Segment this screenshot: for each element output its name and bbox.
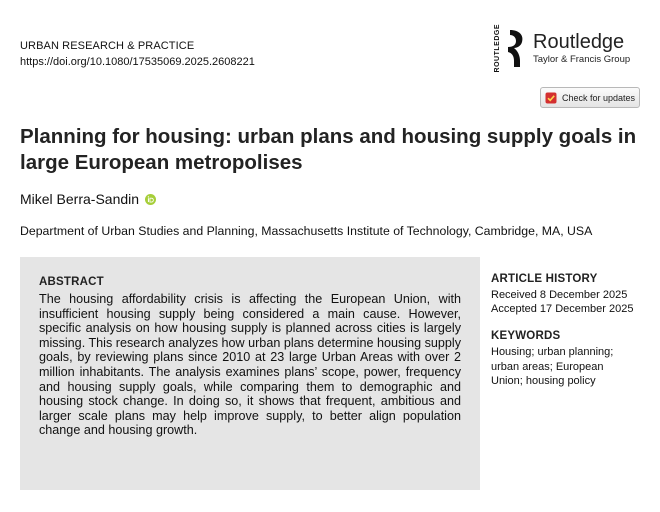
author-line (20, 191, 156, 207)
publisher-logo (494, 25, 630, 71)
article-title: Planning for housing: urban plans and housing supply goals in large European metropolises (20, 125, 637, 174)
author-affiliation: Department of Urban Studies and Planning, Massachusetts Institute of Technology, Cambridge, MA, USA (20, 224, 593, 238)
accepted-date: Accepted 17 December 2025 (491, 303, 634, 315)
orcid-icon[interactable] (145, 194, 156, 205)
journal-name: URBAN RESEARCH & PRACTICE (20, 40, 195, 52)
keywords-heading: KEYWORDS (491, 330, 561, 342)
keywords-list: Housing; urban planning; urban areas; European Union; housing policy (491, 346, 614, 387)
routledge-mark-icon (505, 27, 527, 69)
received-date: Received 8 December 2025 (491, 289, 628, 301)
abstract-text: The housing affordability crisis is affecting the European Union, with insufficient housing supply being considered a main cause. However, specific analysis on how housing supply is planned across cities is largely missing. This research analyzes how urban plans determine housing supply goals, by reviewing plans since 2010 at 23 large Urban Areas with over 2 million inhabitants. The analysis examines plans’ scope, power, frequency and housing supply goals, while comparing them to demographic and housing stock change. In doing so, it shows that frequent, ambitious and larger scale plans may help improve supply, to better align population change and housing growth. (39, 292, 461, 438)
publisher-group: Taylor & Francis Group (533, 54, 631, 65)
publisher-name: Routledge (533, 31, 625, 53)
abstract-heading: ABSTRACT (39, 276, 104, 288)
check-updates-icon (545, 92, 557, 104)
article-history-heading: ARTICLE HISTORY (491, 273, 598, 285)
publisher-vertical-label: ROUTLEDGE (494, 23, 501, 73)
check-for-updates-label: Check for updates (561, 92, 636, 103)
author-name[interactable]: Mikel Berra-Sandin (20, 191, 140, 207)
check-for-updates-button[interactable] (540, 87, 640, 108)
doi-link[interactable]: https://doi.org/10.1080/17535069.2025.2608221 (20, 56, 255, 68)
